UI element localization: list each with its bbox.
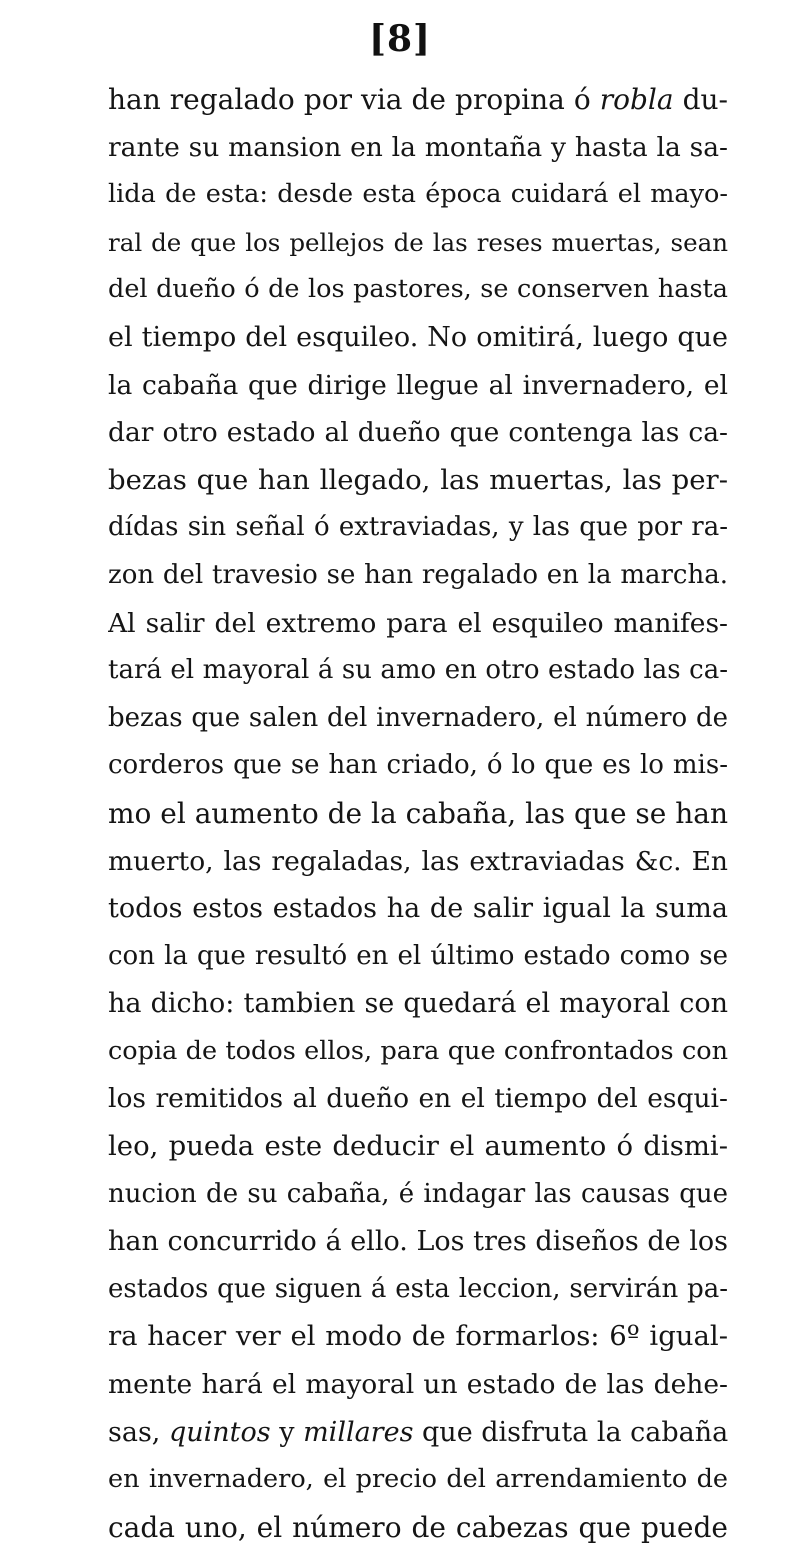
page-number: [8] [368, 18, 432, 60]
text-line [108, 219, 728, 267]
text-segment: bezas que han llegado, las muertas, las per- [108, 463, 728, 496]
text-segment: la cabaña que dirige llegue al invernadero, el [108, 369, 728, 401]
text-segment: han regalado por via de propina ó [108, 83, 600, 116]
text-line [108, 1504, 728, 1551]
text-segment: muerto, las regaladas, las extraviadas &c. En [108, 845, 728, 877]
text-segment: corderos que se han criado, ó lo que es lo mis- [108, 750, 728, 781]
text-line [108, 171, 728, 219]
text-segment: han concurrido á ello. Los tres diseños de los [108, 1226, 728, 1258]
text-segment: zon del travesio se han regalado en la marcha. [108, 559, 728, 590]
text-segment: estados que siguen á esta leccion, servirán pa- [108, 1273, 728, 1304]
italic-text: quintos [168, 1416, 271, 1448]
body-text [108, 76, 728, 1551]
text-line [108, 647, 728, 695]
text-segment: que disfruta la cabaña [413, 1416, 728, 1448]
text-segment: todos estos estados ha de salir igual la suma [108, 893, 728, 925]
text-segment: bezas que salen del invernadero, el número de [108, 702, 728, 733]
text-segment: los remitidos al dueño en el tiempo del esqui- [108, 1083, 728, 1115]
text-segment: el tiempo del esquileo. No omitirá, luego que [108, 321, 728, 353]
text-line [108, 1028, 728, 1076]
text-segment: mo el aumento de la cabaña, las que se han [108, 796, 728, 830]
text-segment: Al salir del extremo para el esquileo manifes- [108, 607, 728, 639]
text-segment: copia de todos ellos, para que confrontados con [108, 1035, 728, 1066]
text-line [108, 409, 728, 457]
text-segment: dar otro estado al dueño que contenga las ca- [108, 417, 728, 449]
text-segment: lida de esta: desde esta época cuidará el mayo- [108, 179, 728, 210]
text-segment: ha dicho: tambien se quedará el mayoral con [108, 988, 728, 1020]
text-line [108, 362, 728, 410]
text-line [108, 742, 728, 790]
text-segment: con la que resultó en el último estado como se [108, 940, 728, 971]
text-line [108, 1123, 728, 1171]
text-segment: rante su mansion en la montaña y hasta la sa- [108, 131, 728, 163]
text-segment: ra hacer ver el modo de formarlos: 6º igual- [108, 1320, 728, 1353]
text-line [108, 1266, 728, 1314]
text-line [108, 695, 728, 743]
text-segment: nucion de su cabaña, é indagar las causas que [108, 1178, 728, 1209]
text-line [108, 1218, 728, 1266]
text-line [108, 1361, 728, 1409]
text-line [108, 1456, 728, 1504]
text-segment: sas, [108, 1416, 169, 1448]
text-line [108, 1313, 728, 1361]
text-line [108, 1075, 728, 1123]
text-segment: ral de que los pellejos de las reses muertas, sean [108, 227, 728, 257]
text-segment: y [270, 1416, 304, 1448]
text-segment: cada uno, el número de cabezas que puede [108, 1510, 728, 1544]
text-segment: en invernadero, el precio del arrendamiento de [108, 1464, 728, 1495]
text-line [108, 76, 728, 124]
italic-text: millares [303, 1416, 414, 1448]
text-line [108, 504, 728, 552]
text-line [108, 1409, 728, 1457]
text-line [108, 266, 728, 314]
text-line [108, 314, 728, 362]
text-line [108, 933, 728, 981]
text-segment: tará el mayoral á su amo en otro estado las ca- [108, 655, 728, 686]
text-line [108, 1171, 728, 1219]
text-line [108, 552, 728, 600]
text-segment: del dueño ó de los pastores, se conserven hasta [108, 274, 728, 305]
text-segment: dídas sin señal ó extraviadas, y las que por ra- [108, 512, 728, 543]
text-line [108, 838, 728, 886]
text-line [108, 790, 728, 838]
text-segment: du- [673, 83, 728, 116]
text-line [108, 980, 728, 1028]
text-segment: mente hará el mayoral un estado de las dehe- [108, 1369, 728, 1401]
text-segment: leo, pueda este deducir el aumento ó dismi- [108, 1130, 728, 1163]
text-line [108, 124, 728, 172]
text-line [108, 457, 728, 505]
text-line [108, 885, 728, 933]
text-line [108, 600, 728, 648]
italic-text: robla [599, 83, 674, 116]
